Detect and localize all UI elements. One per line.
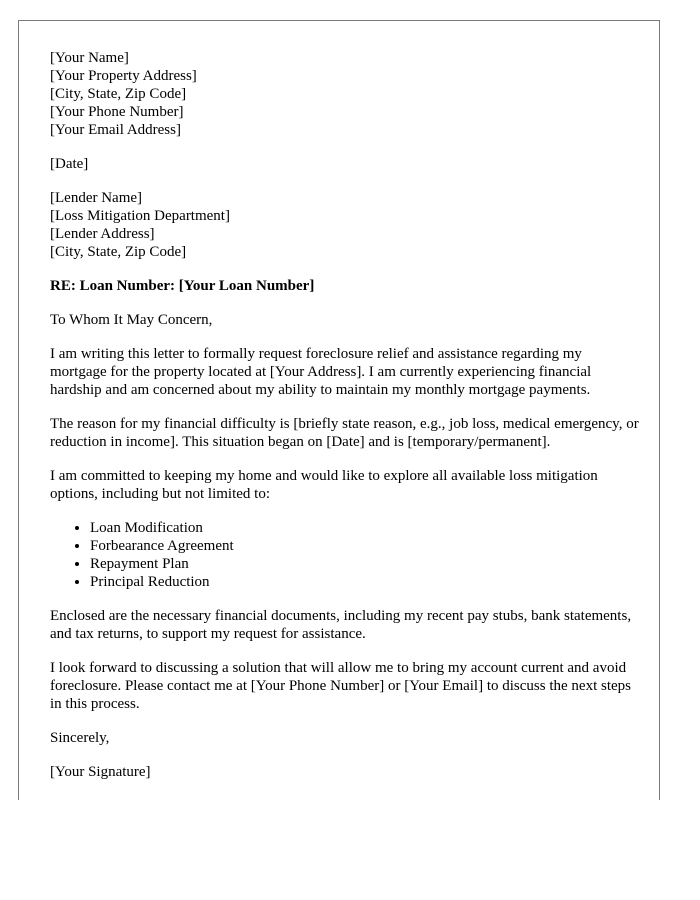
paragraph-request: I am writing this letter to formally request foreclosure relief and assistance regarding my mortgage for the property located at [Your Address]. I am currently experiencing financial hardship and am concerned about my ability to maintain my monthly mortgage payments. <box>50 346 592 398</box>
letter-content <box>50 49 640 797</box>
letter-page <box>18 20 660 800</box>
paragraph-hardship-reason: The reason for my financial difficulty is [briefly state reason, e.g., job loss, medical emergency, or reduction in income]. This situation began on [Date] and is [temporary/permanent]. <box>50 416 639 450</box>
recipient-city: [City, State, Zip Code] <box>50 244 187 260</box>
list-item: • Principal Reduction <box>90 573 640 591</box>
options-list <box>50 519 640 591</box>
sender-email: [Your Email Address] <box>50 122 181 138</box>
date-block <box>50 155 640 173</box>
salutation: To Whom It May Concern, <box>50 312 213 328</box>
paragraph-enclosures: Enclosed are the necessary financial documents, including my recent pay stubs, bank statements, and tax returns, to support my request for assistance. <box>50 608 632 642</box>
sender-phone: [Your Phone Number] <box>50 104 184 120</box>
closing: Sincerely, <box>50 730 110 746</box>
recipient-name: [Lender Name] <box>50 190 143 206</box>
list-item: • Loan Modification <box>90 519 640 537</box>
letter-date: [Date] <box>50 156 89 172</box>
recipient-department: [Loss Mitigation Department] <box>50 208 230 224</box>
paragraph-closing-request: I look forward to discussing a solution that will allow me to bring my account current and avoid foreclosure. Please contact me at [Your Phone Number] or [Your Email] to discuss the next steps in this process. <box>50 660 632 712</box>
subject-line: RE: Loan Number: [Your Loan Number] <box>50 278 315 294</box>
sender-city: [City, State, Zip Code] <box>50 86 187 102</box>
signature: [Your Signature] <box>50 764 151 780</box>
paragraph-options-intro: I am committed to keeping my home and would like to explore all available loss mitigation options, including but not limited to: <box>50 468 598 502</box>
sender-name: [Your Name] <box>50 50 129 66</box>
sender-block <box>50 49 640 139</box>
list-item: • Repayment Plan <box>90 555 640 573</box>
list-item: • Forbearance Agreement <box>90 537 640 555</box>
recipient-address: [Lender Address] <box>50 226 155 242</box>
sender-address: [Your Property Address] <box>50 68 197 84</box>
recipient-block <box>50 189 640 261</box>
